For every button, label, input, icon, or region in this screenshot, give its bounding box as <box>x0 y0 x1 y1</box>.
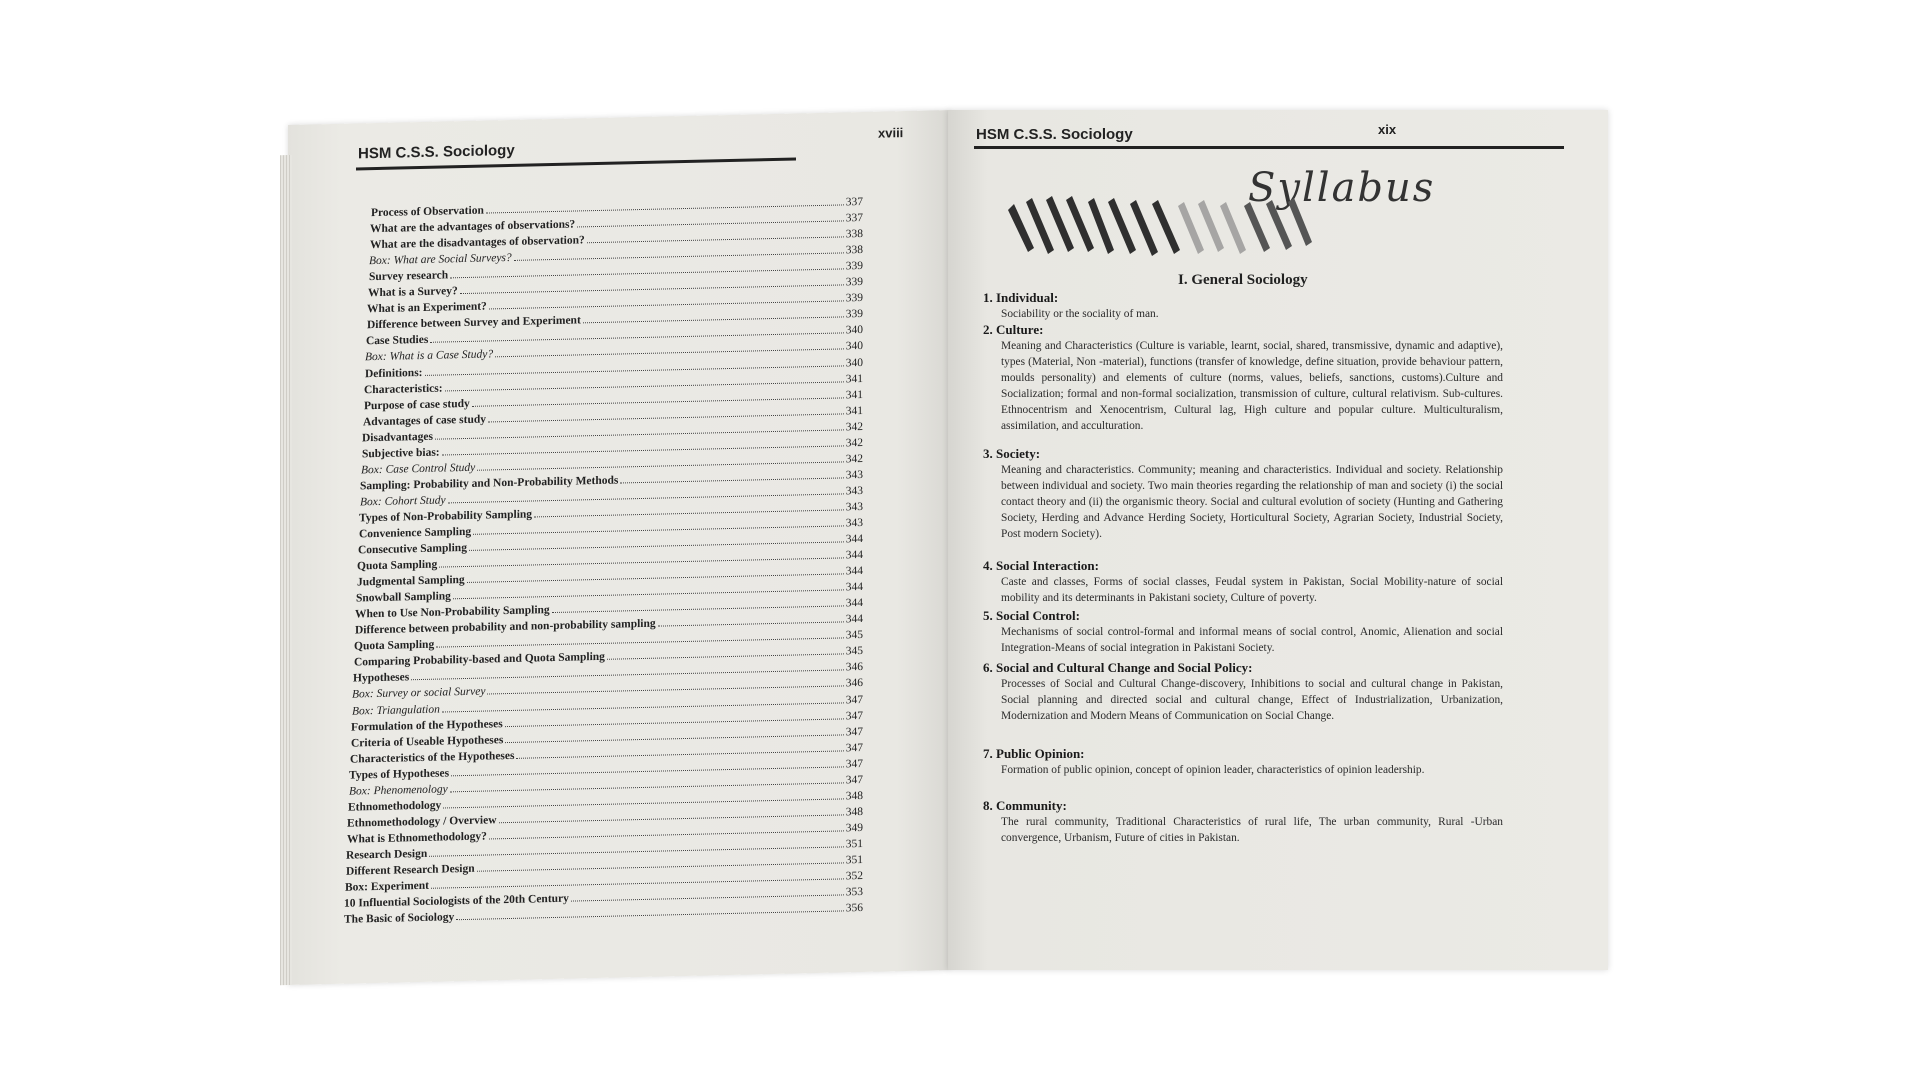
toc-entry-page: 347 <box>845 773 863 787</box>
right-page-header: HSM C.S.S. Sociology <box>976 126 1133 143</box>
toc-entry-title: Process of Observation <box>371 204 484 220</box>
toc-entry-page: 347 <box>845 725 863 738</box>
toc-entry-title: Characteristics: <box>364 382 443 396</box>
left-page <box>288 110 950 985</box>
toc-entry-page: 343 <box>845 516 863 530</box>
toc-entry-title: Sampling: Probability and Non-Probability Methods <box>360 474 619 493</box>
toc-entry-title: Different Research Design <box>346 862 475 878</box>
toc-entry-title: Hypotheses <box>353 671 410 685</box>
toc-entry-page: 339 <box>845 308 863 321</box>
toc-entry-page: 341 <box>845 404 863 418</box>
toc-entry-page: 340 <box>845 340 863 353</box>
section-text: Mechanisms of social control-formal and informal means of social control, Anomic, Alienation and social Integration-Means of social integration in Pakistani Society. <box>1001 626 1503 654</box>
toc-entry-title: The Basic of Sociology <box>344 911 455 926</box>
toc-entry-title: What is a Survey? <box>368 285 458 300</box>
toc-entry-page: 347 <box>845 693 863 706</box>
toc-entry-title: What is an Experiment? <box>367 300 487 316</box>
toc-entry-title: Difference between Survey and Experiment <box>367 314 581 332</box>
syllabus-section-society <box>983 446 1503 542</box>
toc-entry-title: Subjective bias: <box>362 446 440 461</box>
toc-entry-title: Criteria of Useable Hypotheses <box>351 733 504 750</box>
toc-entry-title: Case Studies <box>366 334 429 348</box>
toc-entry-title: Convenience Sampling <box>359 525 472 541</box>
toc-entry-title: Types of Non-Probability Sampling <box>359 508 533 525</box>
toc-entry-title: Characteristics of the Hypotheses <box>350 749 515 766</box>
toc-entry-page: 341 <box>845 388 863 401</box>
syllabus-section-individual <box>983 290 1503 322</box>
toc-entry-title: Box: Survey or social Survey <box>352 685 486 702</box>
section-text: Formation of public opinion, concept of opinion leader, characteristics of opinion leadership. <box>1001 764 1425 776</box>
section-text: Processes of Social and Cultural Change-discovery, Inhibitions to social and cultural change in Pakistan, Social planning and directed social and cultural change, Effect of Industrialization, Urbanization, Modernization and Modern Means of Communication on Social Change. <box>1001 678 1503 722</box>
toc-entry-page: 344 <box>845 533 863 546</box>
toc-entry-title: Box: Cohort Study <box>360 494 446 509</box>
toc-entry-title: Judgmental Sampling <box>357 574 465 589</box>
open-book <box>288 110 1608 970</box>
toc-entry-page: 353 <box>845 886 863 899</box>
section-text: Sociability or the sociality of man. <box>1001 308 1159 320</box>
toc-entry-title: Comparing Probability-based and Quota Sampling <box>354 651 605 669</box>
section-text: Caste and classes, Forms of social classes, Feudal system in Pakistan, Social Mobility-nature of social mobility and its determinants in Pakistani society, Culture of poverty. <box>1001 576 1503 604</box>
syllabus-title: Syllabus <box>1248 165 1436 211</box>
syllabus-section-culture <box>983 322 1503 434</box>
toc-entry-page: 339 <box>845 260 863 273</box>
syllabus-section-social-change <box>983 660 1503 724</box>
toc-entry-page: 343 <box>845 484 863 498</box>
toc-entry-title: Quota Sampling <box>354 639 435 653</box>
section-heading: 3. Society: <box>983 446 1041 461</box>
toc-entry-page: 344 <box>845 597 863 610</box>
toc-entry-title: What are the advantages of observations? <box>370 218 576 236</box>
toc-entry-page: 351 <box>845 853 863 867</box>
toc-leader-dots <box>456 911 844 921</box>
toc-entry-page: 338 <box>845 228 863 241</box>
toc-entry-page: 345 <box>845 629 863 642</box>
toc-entry-title: Snowball Sampling <box>356 590 451 605</box>
toc-entry-title: Disadvantages <box>362 430 433 445</box>
table-of-contents <box>343 192 863 926</box>
toc-entry-title: Difference between probability and non-probability sampling <box>355 617 656 637</box>
toc-entry-page: 337 <box>845 212 863 225</box>
toc-entry-page: 347 <box>845 757 863 771</box>
toc-entry-page: 343 <box>845 500 863 514</box>
toc-entry-title: Quota Sampling <box>357 558 438 573</box>
syllabus-section-social-interaction <box>983 558 1503 606</box>
syllabus-section-public-opinion <box>983 746 1503 778</box>
toc-entry-page: 345 <box>845 645 863 658</box>
toc-entry-page: 340 <box>845 324 863 337</box>
section-heading: 6. Social and Cultural Change and Social Policy: <box>983 660 1253 675</box>
toc-entry-title: Types of Hypotheses <box>349 767 450 782</box>
left-page-number: xviii <box>878 125 904 141</box>
toc-entry-title: What are the disadvantages of observation? <box>370 234 585 252</box>
toc-entry-title: Ethnomethodology <box>348 799 442 814</box>
toc-entry-page: 339 <box>845 276 863 289</box>
right-header-rule <box>974 146 1564 149</box>
toc-entry-title: Survey research <box>369 269 449 284</box>
toc-entry-page: 342 <box>845 452 863 466</box>
toc-entry-page: 356 <box>845 902 863 915</box>
toc-entry-title: Box: Triangulation <box>352 703 440 718</box>
toc-entry-page: 348 <box>845 789 863 803</box>
syllabus-section-social-control <box>983 608 1503 656</box>
toc-entry-page: 347 <box>845 709 863 722</box>
toc-entry-title: 10 Influential Sociologists of the 20th Century <box>344 892 569 910</box>
section-heading: 5. Social Control: <box>983 608 1080 623</box>
section-heading: 1. Individual: <box>983 290 1059 305</box>
toc-entry-page: 346 <box>845 677 863 690</box>
section-text: The rural community, Traditional Characteristics of rural life, The urban community, Rural -Urban convergence, Urbanism, Future of cities in Pakistan. <box>1001 816 1503 844</box>
brush-strokes-decoration <box>1008 190 1328 260</box>
toc-entry-page: 344 <box>845 549 863 562</box>
section-heading: 8. Community: <box>983 798 1067 813</box>
section-text: Meaning and Characteristics (Culture is variable, learnt, social, shared, transmissive, dynamic and adaptive), types (Material, Non -material), functions (transfer of knowledge, define situation, provide behaviour pattern, moulds personality) and elements of culture (norms, values, beliefs, sanctions, customs).Culture and Socialization; formal and non-formal socialization, transmission of culture, cultural relativism. Sub-cultures. Ethnocentrism and Xenocentrism, Cultural lag, High culture and popular culture. Multiculturalism, assimilation, and acculturation. <box>1001 340 1503 432</box>
toc-entry-title: What is Ethnomethodology? <box>347 830 487 846</box>
page-edges <box>280 155 292 985</box>
toc-entry-page: 337 <box>845 196 863 209</box>
toc-entry-page: 340 <box>845 356 863 369</box>
toc-entry-title: Box: What are Social Surveys? <box>369 252 512 268</box>
toc-entry-page: 343 <box>845 468 863 482</box>
toc-entry-page: 342 <box>845 420 863 434</box>
toc-entry-page: 344 <box>845 565 863 578</box>
left-page-header: HSM C.S.S. Sociology <box>358 141 515 163</box>
toc-entry-title: Purpose of case study <box>364 397 470 412</box>
toc-entry-title: Formulation of the Hypotheses <box>351 717 503 734</box>
toc-entry-title: Box: Case Control Study <box>361 461 476 477</box>
toc-entry-title: Consecutive Sampling <box>358 541 467 557</box>
right-page <box>948 110 1608 970</box>
toc-entry-page: 344 <box>845 613 863 626</box>
right-page-number: xix <box>1378 122 1397 137</box>
toc-entry-page: 338 <box>845 244 863 257</box>
toc-entry-page: 341 <box>845 372 863 385</box>
toc-entry-page: 351 <box>845 837 863 851</box>
toc-entry-page: 347 <box>845 741 863 755</box>
toc-entry-page: 339 <box>845 292 863 305</box>
toc-entry-title: When to Use Non-Probability Sampling <box>355 604 550 621</box>
toc-entry-page: 342 <box>845 436 863 450</box>
toc-entry-title: Box: Experiment <box>345 879 430 894</box>
section-heading: 2. Culture: <box>983 322 1044 337</box>
toc-entry-page: 352 <box>845 869 863 883</box>
syllabus-section-community <box>983 798 1503 846</box>
toc-entry-page: 346 <box>845 661 863 674</box>
toc-entry-title: Box: Phenomenology <box>349 783 448 798</box>
toc-entry-title: Definitions: <box>365 366 423 380</box>
section-text: Meaning and characteristics. Community; meaning and characteristics. Individual and society. Relationship between individual and society. Two main theories regarding the relationship of man and society (i) the social contact theory and (ii) the organismic theory. Social and cultural evolution of society (Hunting and Gathering Society, Herding and Advance Herding Society, Horticultural Society, Agrarian Society, Industrial Society, Post modern Society). <box>1001 464 1503 540</box>
toc-entry-title: Box: What is a Case Study? <box>365 348 494 364</box>
toc-entry-page: 344 <box>845 581 863 594</box>
toc-entry-page: 348 <box>845 805 863 819</box>
toc-entry-page: 349 <box>845 821 863 835</box>
toc-entry-title: Advantages of case study <box>363 413 486 428</box>
section-heading: 4. Social Interaction: <box>983 558 1099 573</box>
section-title: I. General Sociology <box>1178 272 1308 288</box>
toc-entry-title: Ethnomethodology / Overview <box>347 814 497 830</box>
section-heading: 7. Public Opinion: <box>983 746 1085 761</box>
toc-entry-title: Research Design <box>346 847 428 862</box>
